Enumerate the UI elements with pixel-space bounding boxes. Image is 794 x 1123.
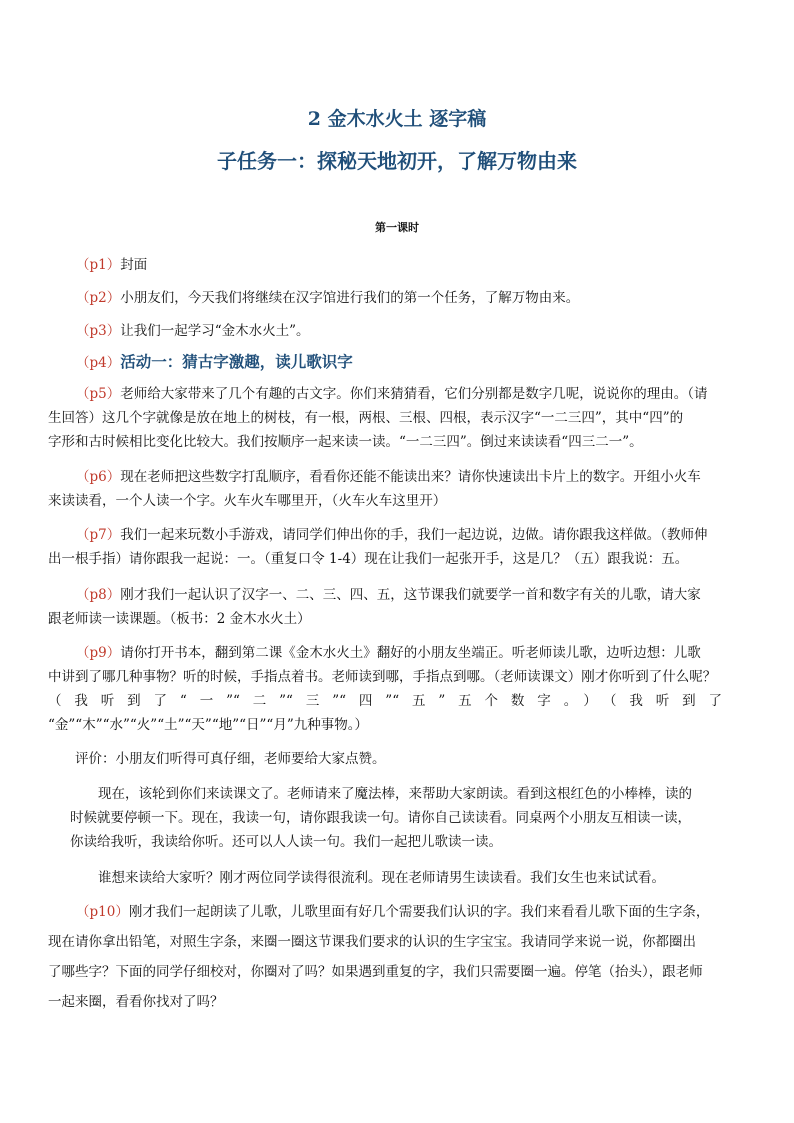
paragraph-line: “金”“木”“水”“火”“土”“天”“地”“日”“月”九种事物。）: [48, 717, 368, 733]
page-tag: （p6）: [76, 469, 121, 485]
evaluation-paragraph: [75, 747, 721, 771]
paragraph-p1: [76, 253, 722, 277]
paragraph-text: 小朋友们，今天我们将继续在汉字馆进行我们的第一个任务，了解万物由来。: [120, 290, 580, 306]
paragraph-p2: [76, 286, 722, 310]
paragraph-text: 评价：小朋友们听得可真仔细，老师要给大家点赞。: [75, 751, 386, 767]
activity-title: 活动一：猜古字激趣，读儿歌识字: [120, 352, 353, 371]
activity-heading: [76, 350, 722, 375]
paragraph-line: 你读给我听，我读给你听。还可以人人读一句。我们一起把儿歌读一读。: [70, 834, 502, 850]
page-tag: （p4）: [76, 355, 121, 371]
document-title: 2 金木水火土 逐字稿: [307, 108, 487, 130]
paragraph-line: 现在老师把这些数字打乱顺序，看看你还能不能读出来？请你快速读出卡片上的数字。开组小火车: [120, 469, 701, 485]
paragraph-line: 现在，该轮到你们来读课文了。老师请来了魔法棒，来帮助大家朗读。看到这根红色的小棒棒，读的: [98, 786, 692, 802]
paragraph-p5: [48, 382, 722, 454]
page-tag: （p5）: [76, 386, 121, 402]
paragraph-p9: [48, 641, 722, 737]
paragraph-line: 了哪些字？下面的同学仔细校对，你圈对了吗？如果遇到重复的字，我们只需要圈一遍。停笔（抬头），跟老师: [48, 964, 703, 980]
paragraph-line: 刚才我们一起认识了汉字一、二、三、四、五，这节课我们就要学一首和数字有关的儿歌，请大家: [120, 587, 701, 603]
paragraph-p8: [48, 583, 722, 631]
paragraph-line: 生回答）这几个字就像是放在地上的树枝，有一根，两根、三根、四根，表示汉字“一二三四”，其中“四”的: [48, 410, 684, 426]
paragraph-p7: [48, 523, 722, 571]
paragraph-p10: [48, 897, 728, 1017]
paragraph-line: 来读读看，一个人读一个字。火车火车哪里开，（火车火车这里开）: [48, 493, 447, 509]
document-subtitle: 子任务一：探秘天地初开，了解万物由来: [217, 149, 577, 173]
page-tag: （p9）: [76, 645, 121, 661]
page-tag: （p10）: [76, 904, 129, 920]
page-tag: （p2）: [76, 290, 121, 306]
paragraph-line: 一起来圈，看看你找对了吗？: [48, 994, 224, 1010]
paragraph-line: 跟老师读一读课题。（板书：2 金木水火土）: [48, 611, 311, 627]
paragraph-p3: [76, 319, 722, 343]
page-tag: （p3）: [76, 323, 121, 339]
paragraph-text: 谁想来读给大家听？刚才两位同学读得很流利。现在老师请男生读读看。我们女生也来试试看。: [98, 870, 665, 886]
paragraph-line: 时候就要停顿一下。现在，我读一句，请你跟我读一句。请你自己读读看。同桌两个小朋友互相读一读，: [70, 810, 691, 826]
who-reads-paragraph: [98, 866, 722, 890]
reading-paragraph: [70, 782, 722, 854]
paragraph-line: 刚才我们一起朗读了儿歌，儿歌里面有好几个需要我们认识的字。我们来看看儿歌下面的生字条，: [128, 904, 710, 920]
paragraph-line: （我听到了“一”“二”“三”“四”“五”五个数字。）（我听到了: [48, 693, 722, 709]
paragraph-line: 出一根手指）请你跟我一起说：一。（重复口令 1-4）现在让我们一起张开手，这是几？（五）跟我说：五。: [48, 551, 689, 567]
lesson-label: 第一课时: [375, 221, 419, 234]
page-tag: （p1）: [76, 257, 121, 273]
paragraph-text: 让我们一起学习“金木水火土”。: [120, 323, 310, 339]
paragraph-line: 字形和古时候相比变化比较大。我们按顺序一起来读一读。“一二三四”。倒过来读读看“四三二一”。: [48, 434, 643, 450]
paragraph-p6: [48, 465, 722, 513]
page-tag: （p8）: [76, 587, 121, 603]
paragraph-line: 中讲到了哪几种事物？听的时候，手指点着书。老师读到哪，手指点到哪。（老师读课文）刚才你听到了什么呢？: [48, 669, 717, 685]
paragraph-text: 封面: [120, 257, 148, 273]
page-tag: （p7）: [76, 527, 121, 543]
paragraph-line: 老师给大家带来了几个有趣的古文字。你们来猜猜看，它们分别都是数字几呢，说说你的理由。（请: [120, 386, 708, 402]
paragraph-line: 我们一起来玩数小手游戏，请同学们伸出你的手，我们一起边说，边做。请你跟我这样做。（教师伸: [120, 527, 708, 543]
paragraph-line: 请你打开书本，翻到第二课《金木水火土》翻好的小朋友坐端正。听老师读儿歌，边听边想：儿歌: [120, 645, 701, 661]
paragraph-line: 现在请你拿出铅笔，对照生字条，来圈一圈这节课我们要求的认识的生字宝宝。我请同学来说一说，你都圈出: [48, 934, 696, 950]
